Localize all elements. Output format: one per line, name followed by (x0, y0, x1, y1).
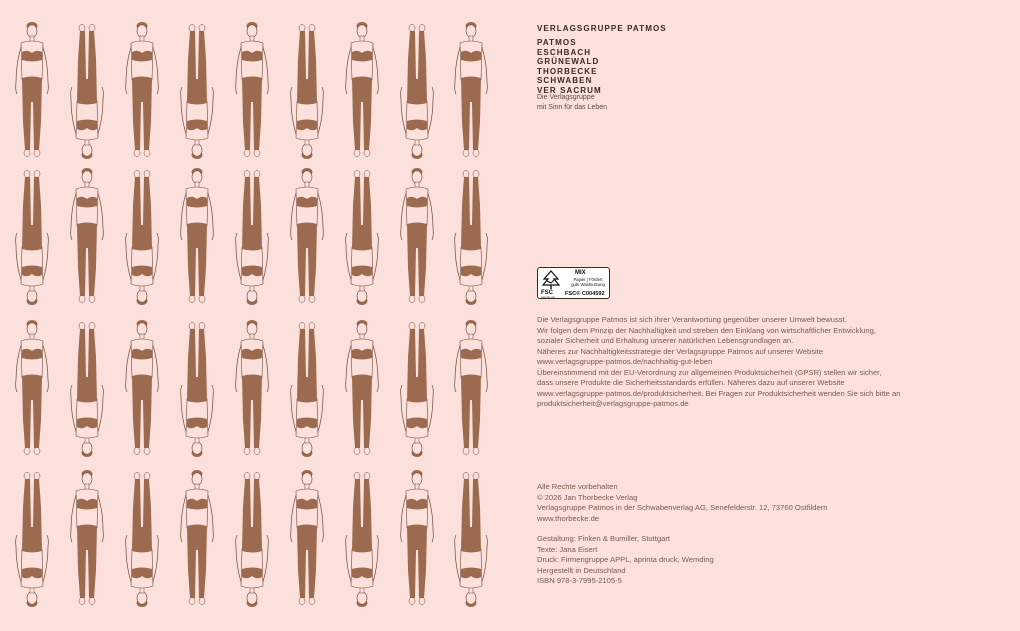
headstand-figure (126, 473, 159, 608)
fsc-tree-icon (540, 270, 562, 290)
fsc-paper-line: gute Waldnutzung (571, 281, 605, 287)
fsc-mix: MIX (575, 270, 586, 276)
standing-figure (346, 22, 379, 157)
notice-line: Näheres zur Nachhaltigkeitsstrategie der Verlagsgruppe Patmos auf unserer Website (537, 346, 824, 356)
standing-figure (236, 22, 269, 157)
credits-line: Gestaltung: Finken & Bumiller, Stuttgart (537, 534, 670, 543)
standing-figure (16, 22, 49, 157)
credits-block (537, 534, 1007, 587)
standing-figure (455, 320, 488, 455)
notice-line: dass unsere Produkte die Sicherheitsstandards erfüllen. Näheres dazu auf unserer Website (537, 378, 845, 387)
notice-line: www.verlagsgruppe-patmos.de/nachhaltig-gut-leben (537, 357, 713, 366)
headstand-figure (346, 473, 379, 608)
headstand-figure (455, 171, 488, 306)
imprint-item: VER SACRUM (537, 85, 602, 95)
fsc-code: FSC® C004592 (565, 291, 605, 297)
standing-figure (71, 470, 104, 605)
imprint-item: THORBECKE (537, 66, 598, 76)
imprint-item: PATMOS (537, 38, 577, 47)
headstand-figure (455, 473, 488, 608)
fsc-paper-text (568, 278, 608, 287)
headstand-figure (236, 171, 269, 306)
headstand-figure (346, 171, 379, 306)
headstand-figure (401, 323, 434, 458)
headstand-figure (181, 25, 214, 160)
headstand-figure (291, 25, 324, 160)
environment-notice (537, 315, 1007, 410)
rights-line: www.thorbecke.de (537, 513, 600, 523)
fsc-label (537, 267, 610, 299)
standing-figure (71, 168, 104, 303)
rights-line: Verlagsgruppe Patmos in der Schwabenverlag AG, Senefelderstr. 12, 73760 Ostfildern (537, 503, 828, 512)
headstand-figure (126, 171, 159, 306)
rights-line: © 2026 Jan Thorbecke Verlag (537, 492, 638, 502)
fsc-paper-line: Papier | Fördert (573, 277, 603, 282)
standing-figure (346, 320, 379, 455)
standing-figure (291, 470, 324, 605)
headstand-figure (181, 323, 214, 458)
standing-figure (181, 470, 214, 605)
notice-line: produktsicherheit@verlagsgruppe-patmos.de (537, 399, 689, 408)
headstand-figure (71, 323, 104, 458)
headstand-figure (71, 25, 104, 160)
standing-figure (401, 470, 434, 605)
notice-line: Die Verlagsgruppe Patmos ist sich ihrer Verantwortung gegenüber unserer Umwelt bewusst. (537, 315, 847, 324)
rights-line: Alle Rechte vorbehalten (537, 482, 618, 491)
headstand-figure (401, 25, 434, 160)
headstand-figure (16, 473, 49, 608)
credits-line: Hergestellt in Deutschland (537, 565, 626, 575)
standing-figure (401, 168, 434, 303)
notice-line: Übereinstimmend mit der EU-Verordnung zur allgemeinen Produktsicherheit (GPSR) stellen wir sicher, (537, 367, 882, 377)
standing-figure (236, 320, 269, 455)
tagline-line: mit Sinn für das Leben (537, 104, 608, 111)
headstand-figure (236, 473, 269, 608)
fsc-url: www.fsc.org (541, 296, 555, 299)
credits-line: Texte: Jana Eisert (537, 544, 598, 554)
notice-line: Wir folgen dem Prinzip der Nachhaltigkeit und streben den Einklang von wirtschaftlicher Entwicklung, (537, 325, 876, 335)
rights-block (537, 482, 1007, 524)
headstand-figure (16, 171, 49, 306)
imprint-list (537, 38, 1007, 96)
imprint-item: ESCHBACH (537, 47, 592, 57)
publisher-name: VERLAGSGRUPPE PATMOS (537, 24, 667, 33)
standing-figure (126, 320, 159, 455)
standing-figure (291, 168, 324, 303)
notice-line: sozialer Sicherheit und Erhaltung unserer natürlichen Lebensgrundlagen an. (537, 336, 794, 345)
imprint-item: GRÜNEWALD (537, 57, 600, 67)
standing-figure (455, 22, 488, 157)
headstand-figure (291, 323, 324, 458)
standing-figure (126, 22, 159, 157)
standing-figure (16, 320, 49, 455)
imprint-item: SCHWABEN (537, 76, 593, 86)
credits-line: ISBN 978-3-7995-2105-5 (537, 576, 622, 585)
standing-figure (181, 168, 214, 303)
notice-line: www.verlagsgruppe-patmos.de/produktsicherheit. Bei Fragen zur Produktsicherheit wenden Sie sich bitte an (537, 388, 901, 398)
fsc-logo-text: FSC (541, 290, 553, 296)
tagline (537, 93, 1007, 113)
tagline-line: Die Verlagsgruppe (537, 94, 595, 101)
credits-line: Druck: Firmengruppe APPL, aprinta druck, Wemding (537, 555, 714, 564)
